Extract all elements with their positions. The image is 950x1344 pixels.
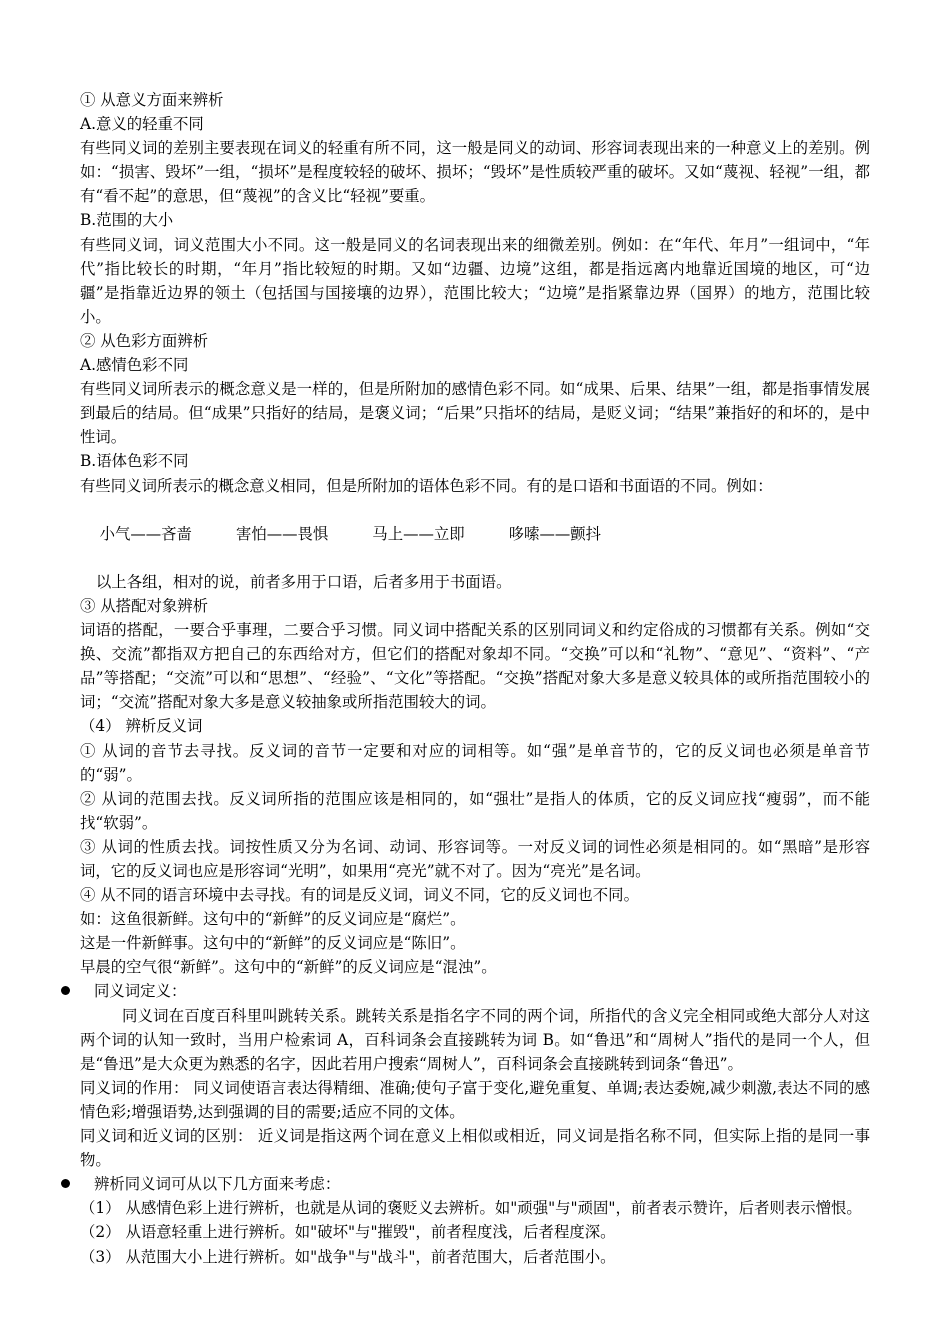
word-pair: 小气——吝啬 [99, 524, 192, 543]
word-pair: 马上——立即 [372, 524, 465, 543]
antonym-context: ④ 从不同的语言环境中去寻找。有的词是反义词，词义不同，它的反义词也不同。 [80, 886, 639, 905]
paragraph-collocation: 词语的搭配，一要合乎事理，二要合乎习惯。同义词中搭配关系的区别同词义和约定俗成的习惯都有关系。例如“交换、交流”都指双方把自己的东西给对方，但它们的搭配对象却不同。“交换”可以和“礼物”、“意见”、“资料”、“产品”等搭配；“交流”可以和“思想”、“经验”、“文化”等搭配。“交换”搭配对象大多是意义较具体的或所指范围较小的词；“交流”搭配对象大多是意义较抽象或所指范围较大的词。 [80, 621, 870, 712]
example-line: 如：这鱼很新鲜。这句中的“新鲜”的反义词应是“腐烂”。 [80, 910, 466, 929]
subheading-register: B.语体色彩不同 [80, 452, 189, 471]
bullet-definition [80, 979, 870, 1003]
antonym-nature: ③ 从词的性质去找。词按性质又分为名词、动词、形容词等。一对反义词的词性必须是相同的。如“黑暗”是形容词，它的反义词也应是形容词“光明”，如果用“亮光”就不对了。因为“亮光”是名词。 [80, 837, 870, 880]
heading-collocation: ③ 从搭配对象辨析 [80, 596, 209, 615]
heading-color: ② 从色彩方面辨析 [80, 331, 209, 350]
bullet-analysis-text: 辨析同义词可从以下几方面来考虑： [94, 1175, 341, 1194]
example-line: 早晨的空气很“新鲜”。这句中的“新鲜”的反义词应是“混浊”。 [80, 958, 497, 977]
paragraph-weight: 有些同义词的差别主要表现在词义的轻重有所不同，这一般是同义的动词、形容词表现出来的一种意义上的差别。例如：“损害、毁坏”一组，“损坏”是程度较轻的破坏、损坏；“毁坏”是性质较严重的破坏。又如“蔑视、轻视”一组，都有“看不起”的意思，但“蔑视”的含义比“轻视”要重。 [80, 139, 870, 206]
bullet-definition-text: 同义词定义： [94, 982, 187, 1001]
paragraph-role: 同义词的作用： 同义词使语言表达得精细、准确;使句子富于变化,避免重复、单调;表达委婉,减少刺激,表达不同的感情色彩;增强语势,达到强调的目的需要;适应不同的文体。 [80, 1078, 870, 1121]
paragraph-difference: 同义词和近义词的区别： 近义词是指这两个词在意义上相似或相近，同义词是指名称不同，但实际上指的是同一事物。 [80, 1127, 870, 1170]
antonym-syllable: ① 从词的音节去寻找。反义词的音节一定要和对应的词相等。如“强”是单音节的，它的反义词也必须是单音节的“弱”。 [80, 741, 870, 784]
paragraph-emotion: 有些同义词所表示的概念意义是一样的，但是所附加的感情色彩不同。如“成果、后果、结果”一组，都是指事情发展到最后的结局。但“成果”只指好的结局，是褒义词；“后果”只指坏的结局，是贬义词；“结果”兼指好的和坏的，是中性词。 [80, 380, 870, 447]
word-pair: 害怕——畏惧 [235, 524, 329, 543]
word-pair: 哆嗦——颤抖 [508, 524, 602, 543]
antonym-scope: ② 从词的范围去找。反义词所指的范围应该是相同的，如“强壮”是指人的体质，它的反义词应找“瘦弱”，而不能找“软弱”。 [80, 789, 870, 832]
subheading-scope: B.范围的大小 [80, 211, 174, 230]
analysis-item: （3） 从范围大小上进行辨析。如"战争"与"战斗"，前者范围大，后者范围小。 [80, 1247, 616, 1266]
paragraph-register: 有些同义词所表示的概念意义相同，但是所附加的语体色彩不同。有的是口语和书面语的不同。例如： [80, 476, 773, 495]
paragraph-definition: 同义词在百度百科里叫跳转关系。跳转关系是指名字不同的两个词，所指代的含义完全相同或绝大部分人对这两个词的认知一致时，当用户检索词 A，百科词条会直接跳转为词 B。如“鲁迅”和“周树人”指代的是同一个人，但是“鲁迅”是大众更为熟悉的名字，因此若用户搜索“周树人”，百科词条会直接跳转到词条“鲁迅”。 [80, 1006, 870, 1073]
bullet-icon [61, 986, 70, 995]
example-line: 这是一件新鲜事。这句中的“新鲜”的反义词应是“陈旧”。 [80, 934, 466, 953]
heading-antonyms: （4） 辨析反义词 [80, 717, 203, 736]
document-page [80, 88, 870, 1269]
analysis-item: （2） 从语意轻重上进行辨析。如"破坏"与"摧毁"，前者程度浅，后者程度深。 [80, 1223, 616, 1242]
analysis-item: （1） 从感情色彩上进行辨析，也就是从词的褒贬义去辨析。如"顽强"与"顽固"，前者表示赞许，后者则表示憎恨。 [80, 1199, 862, 1218]
word-pairs [80, 498, 870, 570]
subheading-emotion: A.感情色彩不同 [80, 356, 189, 375]
subheading-weight: A.意义的轻重不同 [80, 115, 204, 134]
paragraph-scope: 有些同义词，词义范围大小不同。这一般是同义的名词表现出来的细微差别。例如：在“年代、年月”一组词中，“年代”指比较长的时期，“年月”指比较短的时期。又如“边疆、边境”这组，都是指远离内地靠近国境的地区，可“边疆”是指靠近边界的领土（包括国与国接壤的边界），范围比较大；“边境”是指紧靠边界（国界）的地方，范围比较小。 [80, 235, 870, 326]
heading-meaning: ① 从意义方面来辨析 [80, 91, 224, 109]
bullet-analysis [80, 1172, 870, 1196]
bullet-icon [61, 1179, 70, 1188]
paragraph-register-note: 以上各组，相对的说，前者多用于口语，后者多用于书面语。 [91, 572, 512, 591]
